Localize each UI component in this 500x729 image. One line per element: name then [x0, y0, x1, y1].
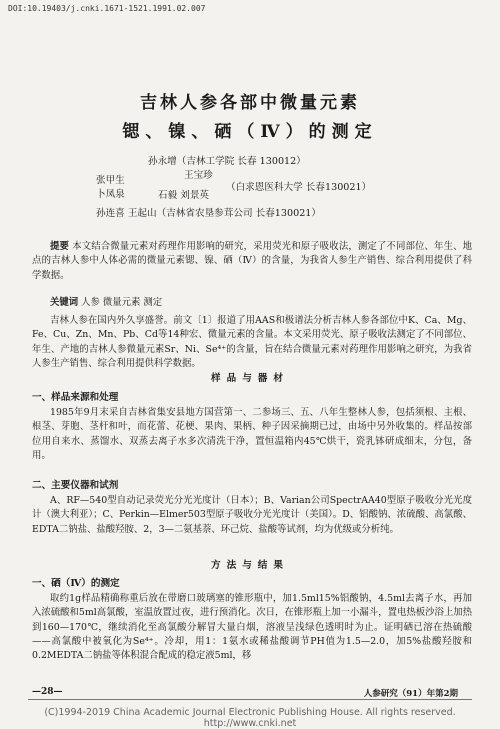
- abstract-text: 本文结合微量元素对药理作用影响的研究，采用荧光和原子吸收法，测定了不同部位、年生、地点的吉林人参中人体必需的微量元素锶、镍、硒（Ⅳ）的含量，为我省人参生产销售、综合利用提供了科学数据。: [32, 241, 472, 281]
- sample-source-paragraph: 1985年9月末采自吉林省集安县地方国营第一、二参场三、五、八年生整林人参，包括须根、主根、根茎、芽胞、茎杆和叶，而花蕾、花梗、果肉、果柄、种子因采摘期已过，由场中另外收集的。样品按部位用自来水、蒸馏水、双蒸去离子水多次清洗干净，置恒温箱内45℃烘干，瓷乳钵研成细末，分包，备用。: [32, 407, 472, 461]
- doi-header: DOI:10.19403/j.cnki.1671-1521.1991.02.007: [8, 4, 206, 13]
- keywords-label: 关键词: [50, 297, 79, 308]
- author-shi-liu: 石毅 刘景英: [158, 190, 210, 201]
- selenium-paragraph: 取约1g样品精确称重后放在带磨口玻璃塞的锥形瓶中，加1.5ml15%铝酸钠，4.5ml去离子水，再加入浓硫酸和5ml高氯酸，室温放置过夜，进行预消化。次日，在锥形瓶上加一小漏斗，置电热板沙浴上加热到160—170℃，继续消化至高氯酸分解冒大量白烟，溶液呈浅绿色透明时为止。证明硒已溶在热硫酸——高氯酸中被氧化为Se⁴⁺。冷却，用1：1氨水或稀盐酸调节PH值为1.5—2.0，加5%盐酸羟胺和0.2MEDTA二钠盐等体积混合配成的稳定液5ml，移: [32, 593, 472, 662]
- author-line-3: 孙连喜 王起山（吉林省农垦参茸公司 长春130021）: [96, 208, 322, 219]
- author-wang: 王宝珍: [184, 170, 213, 181]
- author-bu: 卜凤泉: [96, 189, 125, 200]
- author-zhang: 张甲生: [96, 175, 125, 186]
- copyright-notice: (C)1994-2019 China Academic Journal Electronic Publishing House. All rights reserved. http://www.cnki.net: [44, 707, 456, 729]
- instruments-paragraph: A、RF—540型自动记录荧光分光光度计（日本）；B、Varian公司SpectrAA40型原子吸收分光光度计（澳大利亚）；C、Perkin—Elmer503型原子吸收分光光度计（美国）。D、铝酸钠、浓硫酸、高氯酸、EDTA二钠盐、盐酸羟胺、2，3—二氨基萘、环己烷、盐酸等试剂，均为优级或分析纯。: [32, 495, 472, 535]
- subheading-selenium: 一、硒（Ⅳ）的测定: [32, 578, 120, 589]
- section-heading-methods: 方法与结果: [211, 560, 289, 571]
- journal-issue: 人参研究（91）年第2期: [363, 689, 458, 699]
- keywords: [32, 296, 472, 310]
- page-number: —28—: [32, 687, 63, 697]
- intro-paragraph: 吉林人参在国内外久享盛誉。前文〔1〕报道了用AAS和极谱法分析吉林人参各部位中K、Ca、Mg、Fe、Cu、Zn、Mn、Pb、Cd等14种宏、微量元素的含量。本文采用荧光、原子吸收法测定了不同部位、年生、产地的吉林人参微量元素Sr、Ni、Se⁴⁺的含量，旨在结合微量元素对药理作用影响之研究，为我省人参生产销售、综合利用提供科学数据。: [32, 315, 472, 369]
- abstract: [32, 240, 472, 283]
- keywords-text: 人参 微量元素 测定: [81, 297, 163, 308]
- section-heading-samples: 样品与器材: [211, 373, 289, 384]
- subheading-sample-source: 一、样品来源和处理: [32, 392, 119, 403]
- abstract-label: 提要: [50, 241, 70, 252]
- author-line-1: 孙永增（吉林工学院 长春 130012）: [148, 156, 306, 167]
- article-title-line1: 吉林人参各部中微量元素: [140, 93, 360, 113]
- article-title-line2: 锶、镍、硒（Ⅳ）的测定: [122, 122, 378, 142]
- subheading-instruments: 二、主要仪器和试剂: [32, 480, 119, 491]
- footer-rule: [28, 699, 472, 700]
- author-affiliation-2: （白求恩医科大学 长春130021）: [226, 182, 372, 193]
